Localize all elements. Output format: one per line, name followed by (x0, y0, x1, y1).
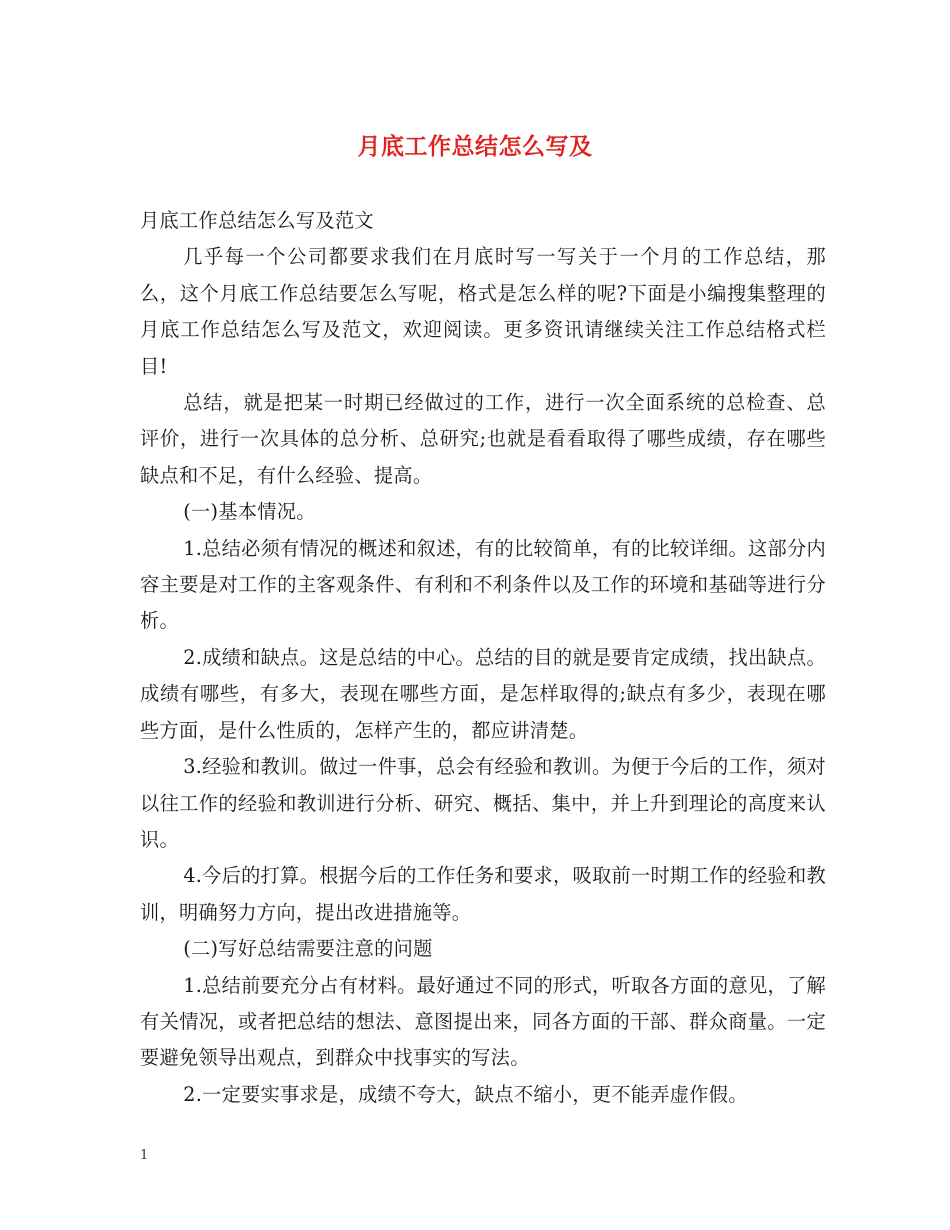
page-number: 1 (140, 1148, 149, 1163)
paragraph-intro: 几乎每一个公司都要求我们在月底时写一写关于一个月的工作总结，那么，这个月底工作总结要怎么写呢，格式是怎么样的呢?下面是小编搜集整理的月底工作总结怎么写及范文，欢迎阅读。更多资讯请继续关注工作总结格式栏目! (140, 245, 826, 378)
paragraph-item-2: 2.成绩和缺点。这是总结的中心。总结的目的就是要肯定成绩，找出缺点。成绩有哪些，有多大，表现在哪些方面，是怎样取得的;缺点有多少，表现在哪些方面，是什么性质的，怎样产生的，都应讲清楚。 (140, 645, 826, 742)
document-body (140, 203, 826, 1113)
document-title: 月底工作总结怎么写及 (357, 133, 593, 160)
paragraph-definition: 总结，就是把某一时期已经做过的工作，进行一次全面系统的总检查、总评价，进行一次具体的总分析、总研究;也就是看看取得了哪些成绩，存在哪些缺点和不足，有什么经验、提高。 (140, 391, 826, 487)
document-subtitle: 月底工作总结怎么写及范文 (140, 209, 374, 232)
paragraph-item-4: 4.今后的打算。根据今后的工作任务和要求，吸取前一时期工作的经验和教训，明确努力方向，提出改进措施等。 (140, 864, 826, 924)
paragraph-note-2: 2.一定要实事求是，成绩不夸大，缺点不缩小，更不能弄虚作假。 (183, 1082, 748, 1106)
paragraph-note-1: 1.总结前要充分占有材料。最好通过不同的形式，听取各方面的意见，了解有关情况，或者把总结的想法、意图提出来，同各方面的干部、群众商量。一定要避免领导出观点，到群众中找事实的写法。 (140, 973, 826, 1070)
paragraph-item-3: 3.经验和教训。做过一件事，总会有经验和教训。为便于今后的工作，须对以往工作的经验和教训进行分析、研究、概括、集中，并上升到理论的高度来认识。 (140, 755, 826, 851)
paragraph-item-1: 1.总结必须有情况的概述和叙述，有的比较简单，有的比较详细。这部分内容主要是对工作的主客观条件、有利和不利条件以及工作的环境和基础等进行分析。 (140, 536, 826, 633)
section-heading-basic: (一)基本情况。 (183, 500, 316, 524)
section-heading-notes: (二)写好总结需要注意的问题 (183, 937, 433, 961)
